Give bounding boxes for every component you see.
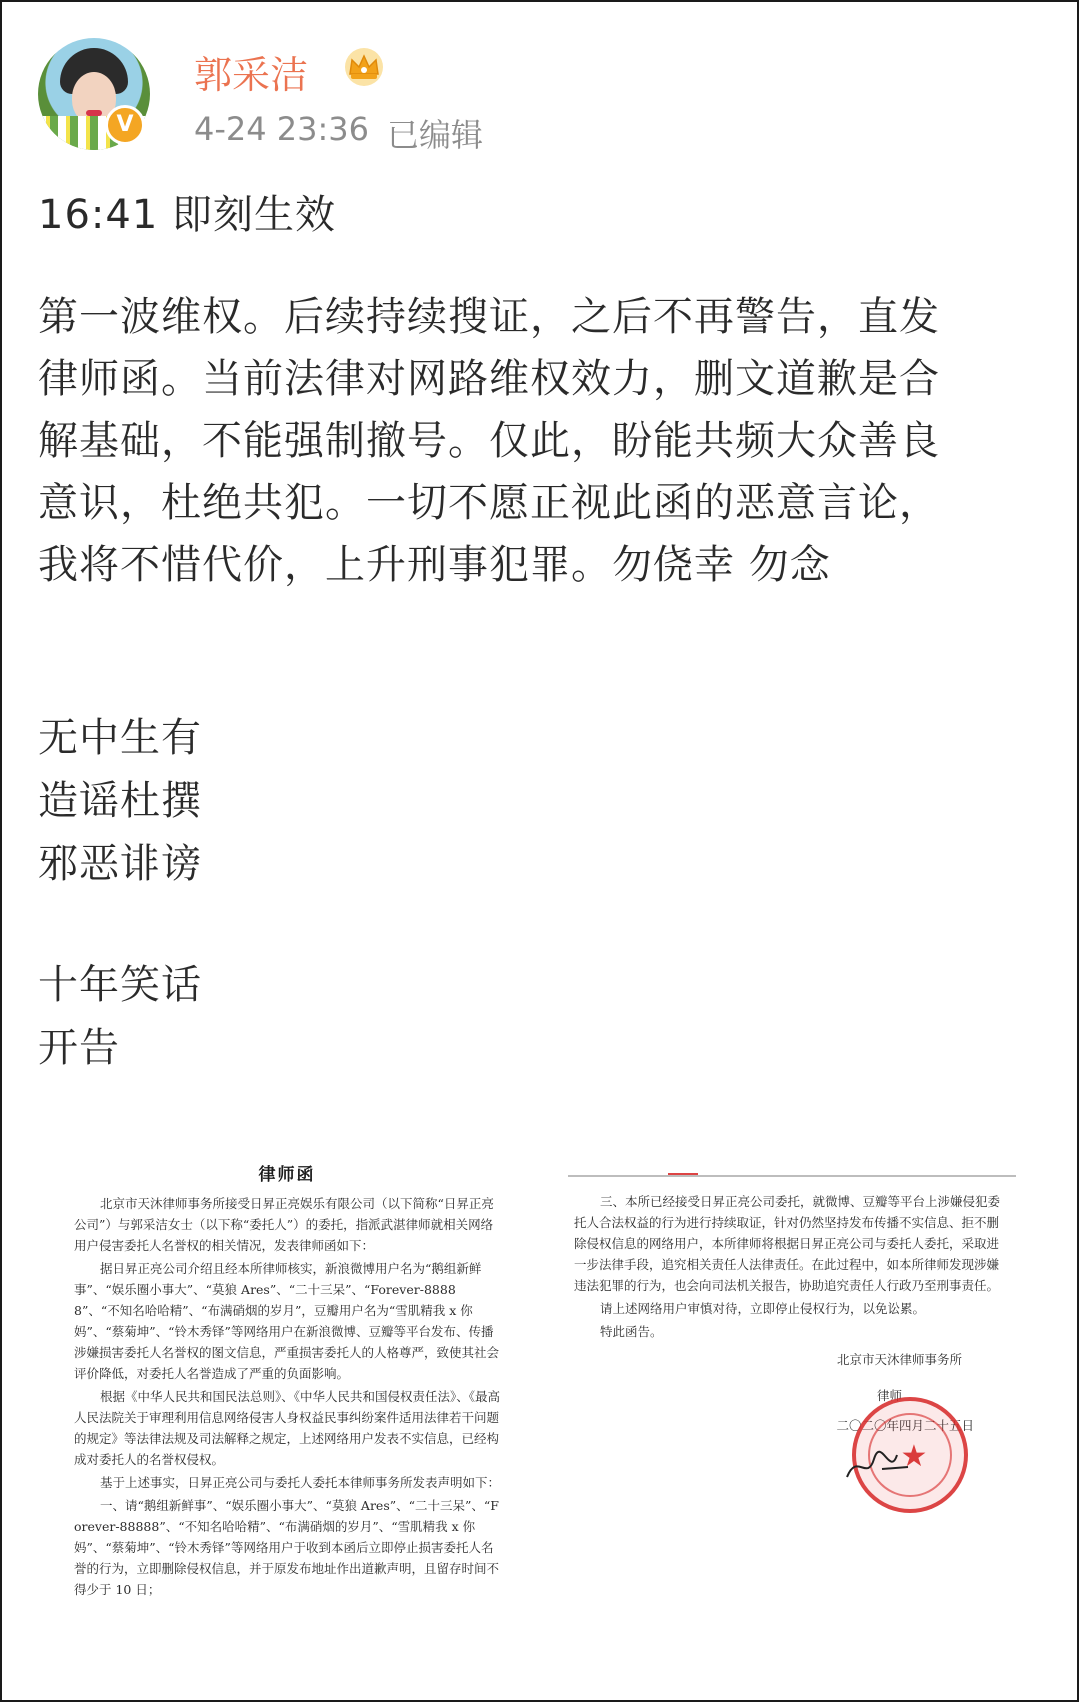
- letter-date: 二〇二〇年四月二十五日: [836, 1418, 974, 1433]
- seal-star-icon: ★: [900, 1439, 928, 1474]
- letter-paragraph: 据日昇正亮公司介绍且经本所律师核实，新浪微博用户名为“鹅组新鲜事”、“娱乐圈小事大”、“莫狼 Ares”、“二十三呆”、“Forever-88888”、“不知名哈哈精”、“布满硝烟的岁月”，豆瓣用户名为“雪肌精我 x 你妈”、“蔡菊坤”、“铃木秀铎”等网络用户在新浪微博、豆瓣等平台发布、传播涉嫌损害委托人名誉权的图文信息，严重损害委托人的人格尊严，致使其社会评价降低，对委托人名誉造成了严重的负面影响。: [74, 1261, 500, 1381]
- crown-icon: [342, 46, 386, 88]
- post-paragraph-line: 第一波维权。后续持续搜证，之后不再警告，直发: [38, 294, 940, 340]
- letter-paragraph: 三、本所已经接受日昇正亮公司委托，就微博、豆瓣等平台上涉嫌侵犯委托人合法权益的行为进行持续取证，针对仍然坚持发布传播不实信息、拒不删除侵权信息的网络用户，本所律师将根据日昇正亮公司与委托人委托，采取进一步法律手段，追究相关责任人法律责任。在此过程中，如本所律师发现涉嫌违法犯罪的行为，也会向司法机关报告，协助追究责任人行政乃至刑事责任。: [574, 1194, 1001, 1293]
- post-paragraph-line: 我将不惜代价，上升刑事犯罪。勿侥幸 勿念: [38, 542, 831, 588]
- post-paragraph-line: 意识，杜绝共犯。一切不愿正视此函的恶意言论，: [38, 480, 940, 526]
- post-phrase: 开告: [38, 1025, 120, 1071]
- post-phrase: 十年笑话: [38, 962, 202, 1008]
- post-line-effective: 16:41 即刻生效: [38, 192, 336, 238]
- letter-signature: 北京市天沐律师事务所: [836, 1352, 962, 1367]
- letter-paragraph: 一、请“鹅组新鲜事”、“娱乐圈小事大”、“莫狼 Ares”、“二十三呆”、“Forever-88888”、“不知名哈哈精”、“布满硝烟的岁月”、“雪肌精我 x 你妈”、“蔡菊坤”、“铃木秀铎”等网络用户于收到本函后立即停止损害委托人名誉的行为，立即删除侵权信息，并于原发布地址作出道歉声明，且留存时间不得少于 10 日；: [74, 1498, 500, 1597]
- letter-paragraph: 北京市天沐律师事务所接受日昇正亮娱乐有限公司（以下简称“日昇正亮公司”）与郭采洁女士（以下称“委托人”）的委托，指派武湛律师就相关网络用户侵害委托人名誉权的相关情况，发表律师函如下：: [74, 1196, 494, 1253]
- username[interactable]: 郭采洁: [194, 53, 309, 97]
- post-phrase: 邪恶诽谤: [38, 841, 202, 887]
- letter-paragraph: 基于上述事实，日昇正亮公司与委托人委托本律师事务所发表声明如下：: [100, 1475, 501, 1490]
- post-paragraph-line: 解基础，不能强制撤号。仅此，盼能共频大众善良: [38, 418, 940, 464]
- post-paragraph-line: 律师函。当前法律对网路维权效力，删文道歉是合: [38, 356, 940, 402]
- letter-paragraph: 根据《中华人民共和国民法总则》、《中华人民共和国侵权责任法》、《最高人民法院关于审理利用信息网络侵害人身权益民事纠纷案件适用法律若干问题的规定》等法律法规及司法解释之规定，上述网络用户发表不实信息，已经构成对委托人的名誉权侵权。: [74, 1389, 501, 1467]
- letter-paragraph: 特此函告。: [600, 1324, 663, 1339]
- verified-badge-icon: V: [105, 105, 145, 145]
- post-timestamp[interactable]: 4-24 23:36: [194, 110, 370, 148]
- post-phrase: 无中生有: [38, 715, 202, 761]
- letter-title: 律师函: [258, 1165, 316, 1185]
- lawyer-letter-page-2[interactable]: [562, 1167, 1022, 1547]
- edited-label[interactable]: 已编辑: [387, 116, 484, 154]
- letter-paragraph: 请上述网络用户审慎对待，立即停止侵权行为，以免讼累。: [600, 1301, 926, 1316]
- lawyer-letter-page-1[interactable]: [62, 1154, 512, 1659]
- letter-divider: [568, 1175, 1016, 1177]
- letter-signer: 律师: [876, 1388, 902, 1403]
- handwritten-signature: [842, 1447, 912, 1487]
- post-phrase: 造谣杜撰: [38, 778, 202, 824]
